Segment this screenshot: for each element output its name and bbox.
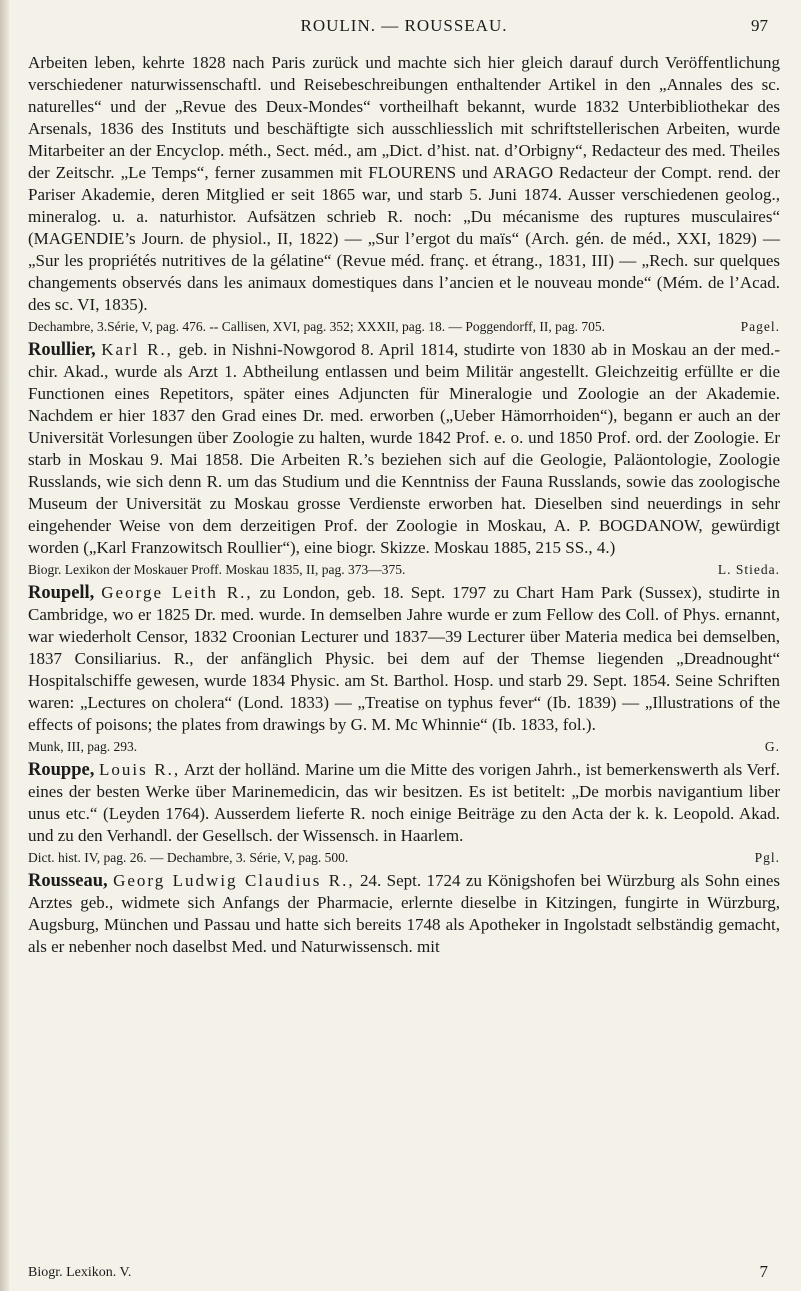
entry-body: geb. in Nishni-Nowgorod 8. April 1814, studirte von 1830 ab in Moskau an der med.-chir. Akad., wurde als Arzt 1. Abtheilung entlassen und beim Militär angestellt. Gleichzeitig erfüllte er die Functionen eines Repetitors, später eines Adjuncten für Mineralogie und Zoologie an der Akademie. Nachdem er hier 1837 den Grad eines Dr. med. erworben („Ueber Hämorrhoiden“), begann er auch an der Universität Vorlesungen über Zoologie zu halten, wurde 1842 Prof. e. o. und 1850 Prof. ord. der Zoologie. Er starb in Moskau 9. Mai 1858. Die Arbeiten R.’s beziehen sich auf die Geologie, Paläontologie, Zoologie Russlands, wie sich denn R. um das Studium und die Kenntniss der Fauna Russlands, sowie das zoologische Museum der Universität zu Moskau grosse Verdienste erworben hat. Dieselben sind neuerdings in sehr eingehender Weise von dem derzeitigen Prof. der Zoologie in Moskau, A. P. BOGDANOW, gewürdigt worden („Karl Franzowitsch Roullier“), eine biogr. Skizze. Moskau 1885, 215 SS., 4.) [28,340,781,557]
author-signature: G. [764,739,780,754]
entry-text [28,870,780,958]
running-head-title: ROULIN. — ROUSSEAU. [300,16,508,35]
running-head [28,0,780,52]
entry-headword: Roupell, [28,583,95,603]
entry-body: zu London, geb. 18. Sept. 1797 zu Chart Ham Park (Sussex), studirte in Cambridge, wo er 1825 Dr. med. wurde. In demselben Jahre wurde er zum Fellow des Coll. of Phys. ernannt, war wiederholt Censor, 1832 Croonian Lecturer und 1837—39 Lecturer über Materia medica bei demselben, 1837 Consiliarius. R., der anfänglich Physic. bei dem auf der Themse liegenden „Dreadnought“ Hospitalschiffe gewesen, wurde 1834 Physic. am St. Barthol. Hosp. und starb 29. Sept. 1854. Seine Schriften waren: „Lectures on cholera“ (Lond. 1833) — „Treatise on typhus fever“ (Ib. 1839) — „Illustrations of the effects of poisons; the plates from drawings by G. M. Mc Whinnie“ (Ib. 1833, fol.). [28,583,780,734]
page-footer [28,1262,768,1282]
reference-text: Biogr. Lexikon der Moskauer Proff. Moskau 1835, II, pag. 373—375. [28,562,406,577]
entry-given-name: Georg Ludwig Claudius R., [113,871,355,890]
entry-body: Arzt der holländ. Marine um die Mitte des vorigen Jahrh., ist bemerkenswerth als Verf. eines der besten Werke über Marinemedicin, das wir besitzen. Es ist betitelt: „De morbis navigantium liber unus etc.“ (Leyden 1764). Ausserdem lieferte R. noch einige Beiträge zu den Acta der k. k. Leopold. Akad. und zu den Verhandl. der Gesellsch. der Wissensch. in Haarlem. [28,760,781,845]
page-number: 97 [751,16,768,35]
entry-text [28,582,780,736]
reference-text: Munk, III, pag. 293. [28,739,138,754]
entry-headword: Rousseau, [28,871,108,891]
author-signature: Pgl. [754,850,780,865]
reference-line [28,560,780,580]
reference-text: Dict. hist. IV, pag. 26. — Dechambre, 3. Série, V, pag. 500. [28,850,349,865]
reference-text: Dechambre, 3.Série, V, pag. 476. -- Callisen, XVI, pag. 352; XXXII, pag. 18. — Poggendorff, II, pag. 705. [28,319,606,334]
entry-roullier [28,339,780,580]
entry-roupell [28,582,780,757]
entry-given-name: Louis R., [98,760,181,779]
entry-given-name: Karl R., [101,340,173,359]
signature-mark: 7 [759,1262,768,1281]
footer-title: Biogr. Lexikon. V. [28,1265,132,1280]
page-body [28,52,780,958]
entry-headword: Roullier, [28,340,96,360]
entry-text [28,339,780,559]
entry-headword: Rouppe, [28,760,95,780]
entry-given-name: George Leith R., [101,583,253,602]
reference-line [28,737,780,757]
reference-line [28,848,780,868]
book-page [28,0,780,1291]
author-signature: Pagel. [740,319,780,334]
entry-rouppe [28,759,780,868]
continued-entry-text: Arbeiten leben, kehrte 1828 nach Paris zurück und machte sich hier gleich darauf durch Veröffentlichung verschiedener naturwissenschaftl. und Reisebeschreibungen enthaltender Artikel in den „Annales des sc. naturelles“ und der „Revue des Deux-Mondes“ vortheilhaft bekannt, wurde 1832 Unterbibliothekar des Arsenals, 1836 des Instituts und beschäftigte sich ausschliesslich mit schriftstellerischen Arbeiten, wurde Mitarbeiter an der Encyclop. méth., Sect. méd., am „Dict. d’hist. nat. d’Orbigny“, Redacteur des med. Theiles der Zeitschr. „Le Temps“, ferner zusammen mit FLOURENS und ARAGO Redacteur der Compt. rend. der Pariser Akademie, deren Mitglied er seit 1865 war, und starb 5. Juni 1874. Ausser verschiedenen geolog., mineralog. u. a. naturhistor. Aufsätzen schrieb R. noch: „Du mécanisme des ruptures musculaires“ (MAGENDIE’s Journ. de physiol., II, 1822) — „Sur l’ergot du maïs“ (Arch. gén. de méd., XXI, 1829) — „Sur les propriétés nutritives de la gélatine“ (Revue méd. franç. et étrang., 1831, III) — „Rech. sur quelques changements observés dans les animaux domestiques dans l’ancien et le nouveau monde“ (Mém. de l’Acad. des sc. VI, 1835). [28,53,780,314]
entry-rousseau [28,870,780,958]
entry-body: 24. Sept. 1724 zu Königshofen bei Würzburg als Sohn eines Arztes geb., widmete sich Anfangs der Pharmacie, erlernte dieselbe in Kitzingen, fungirte in Würzburg, Augsburg, München und Passau und hatte sich bereits 1748 als Apotheker in Ingolstadt selbständig gemacht, als er nebenher noch daselbst Med. und Naturwissensch. mit [28,871,781,956]
reference-line [28,317,780,337]
entry-text [28,759,780,847]
page-binding-edge [0,0,9,1291]
author-signature: L. Stieda. [717,562,780,577]
